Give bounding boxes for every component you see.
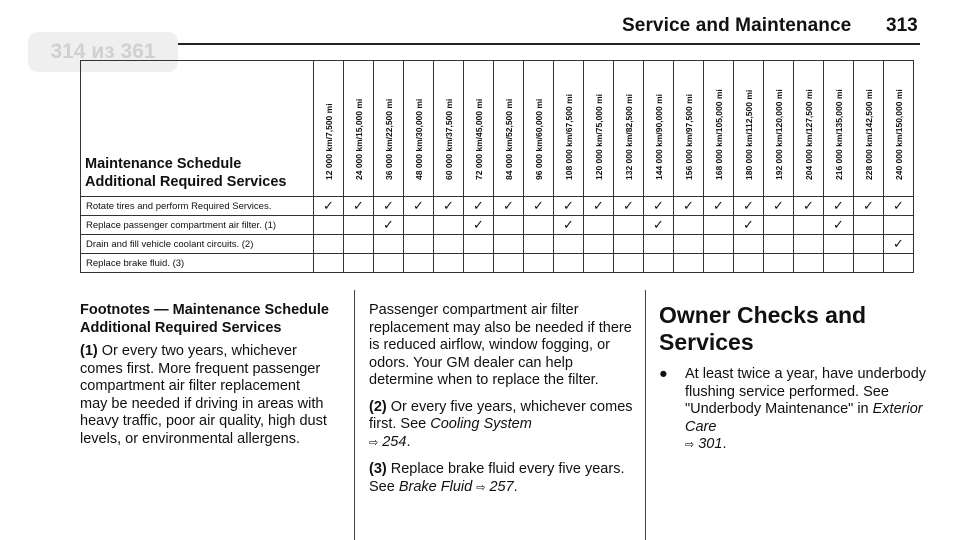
table-row	[81, 235, 914, 254]
interval-header	[374, 61, 404, 197]
footnotes-column-2	[369, 302, 634, 506]
interval-label: 240 000 km/150,000 mi	[893, 89, 904, 180]
footnote-text: Replace brake fluid every five years. See	[369, 461, 625, 495]
empty-cell	[374, 235, 404, 254]
empty-cell	[584, 216, 614, 235]
punctuation: .	[406, 433, 411, 450]
interval-label: 48 000 km/30,000 mi	[413, 98, 424, 180]
page-number: 313	[886, 15, 918, 36]
column-divider	[645, 290, 646, 540]
empty-cell	[764, 235, 794, 254]
check-mark-icon: ✓	[524, 197, 554, 216]
footnotes-heading: Footnotes — Maintenance Schedule Additional Required Services	[80, 302, 329, 336]
interval-label: 192 000 km/120,000 mi	[773, 89, 784, 180]
empty-cell	[344, 254, 374, 273]
interval-header	[344, 61, 374, 197]
page-ref[interactable]: 301	[694, 436, 723, 452]
interval-header	[314, 61, 344, 197]
empty-cell	[884, 216, 914, 235]
empty-cell	[764, 254, 794, 273]
empty-cell	[584, 235, 614, 254]
interval-label: 144 000 km/90,000 mi	[653, 93, 664, 180]
empty-cell	[854, 235, 884, 254]
check-mark-icon: ✓	[734, 197, 764, 216]
check-mark-icon: ✓	[614, 197, 644, 216]
schedule-title: Maintenance Schedule Additional Required Services	[81, 61, 314, 197]
empty-cell	[344, 216, 374, 235]
page-counter-overlay: 314 из 361	[28, 32, 178, 72]
table-row	[81, 216, 914, 235]
check-mark-icon: ✓	[434, 197, 464, 216]
footnote-marker: (1)	[80, 343, 98, 359]
interval-label: 72 000 km/45,000 mi	[473, 98, 484, 180]
empty-cell	[794, 216, 824, 235]
check-mark-icon: ✓	[884, 235, 914, 254]
check-mark-icon: ✓	[734, 216, 764, 235]
empty-cell	[524, 216, 554, 235]
service-label: Replace brake fluid. (3)	[81, 254, 314, 273]
check-mark-icon: ✓	[644, 197, 674, 216]
empty-cell	[734, 235, 764, 254]
interval-label: 204 000 km/127,500 mi	[803, 89, 814, 180]
section-title: Service and Maintenance	[622, 15, 852, 36]
owner-check-text: At least twice a year, have underbody flushing service performed. See "Underbody Maintenance" in	[685, 366, 927, 417]
footnote-text: Or every two years, whichever comes first. More frequent passenger compartment air filter replacement may be needed if driving in areas with heavy traffic, poor air quality, high dust levels, or environmental allergens.	[80, 343, 327, 447]
check-mark-icon: ✓	[704, 197, 734, 216]
footnote-3	[369, 461, 634, 497]
empty-cell	[704, 216, 734, 235]
empty-cell	[794, 254, 824, 273]
empty-cell	[644, 254, 674, 273]
interval-header	[404, 61, 434, 197]
service-label: Replace passenger compartment air filter. (1)	[81, 216, 314, 235]
check-mark-icon: ✓	[854, 197, 884, 216]
empty-cell	[614, 235, 644, 254]
interval-header	[524, 61, 554, 197]
empty-cell	[404, 235, 434, 254]
empty-cell	[524, 254, 554, 273]
interval-header	[794, 61, 824, 197]
interval-label: 96 000 km/60,000 mi	[533, 98, 544, 180]
interval-label: 216 000 km/135,000 mi	[833, 89, 844, 180]
check-mark-icon: ✓	[644, 216, 674, 235]
empty-cell	[554, 235, 584, 254]
empty-cell	[704, 254, 734, 273]
check-mark-icon: ✓	[764, 197, 794, 216]
empty-cell	[824, 235, 854, 254]
interval-label: 168 000 km/105,000 mi	[713, 89, 724, 180]
interval-header	[554, 61, 584, 197]
empty-cell	[674, 254, 704, 273]
empty-cell	[884, 254, 914, 273]
check-mark-icon: ✓	[464, 216, 494, 235]
empty-cell	[434, 254, 464, 273]
empty-cell	[434, 216, 464, 235]
interval-header	[464, 61, 494, 197]
interval-header	[704, 61, 734, 197]
page-ref-arrow-icon: ⇨	[369, 436, 379, 449]
empty-cell	[374, 254, 404, 273]
empty-cell	[554, 254, 584, 273]
interval-header	[674, 61, 704, 197]
empty-cell	[404, 216, 434, 235]
owner-checks-column	[659, 302, 929, 455]
interval-label: 120 000 km/75,000 mi	[593, 93, 604, 180]
empty-cell	[674, 216, 704, 235]
interval-header	[734, 61, 764, 197]
bullet-icon: ●	[659, 366, 668, 382]
footnote-text: Or every five years, whichever comes first. See	[369, 398, 633, 432]
footnote-1	[80, 343, 330, 448]
interval-header	[854, 61, 884, 197]
check-mark-icon: ✓	[554, 197, 584, 216]
interval-label: 132 000 km/82,500 mi	[623, 93, 634, 180]
table-row	[81, 254, 914, 273]
empty-cell	[314, 216, 344, 235]
empty-cell	[524, 235, 554, 254]
service-label: Drain and fill vehicle coolant circuits. (2)	[81, 235, 314, 254]
brake-fluid-link[interactable]: Brake Fluid	[398, 478, 473, 495]
maintenance-schedule-table	[80, 60, 914, 273]
empty-cell	[794, 235, 824, 254]
interval-header	[764, 61, 794, 197]
empty-cell	[764, 216, 794, 235]
page-ref[interactable]: 254	[378, 433, 407, 450]
exterior-care-link[interactable]: Exterior Care	[685, 401, 923, 435]
interval-label: 36 000 km/22,500 mi	[383, 98, 394, 180]
check-mark-icon: ✓	[344, 197, 374, 216]
interval-header	[824, 61, 854, 197]
check-mark-icon: ✓	[884, 197, 914, 216]
interval-label: 156 000 km/97,500 mi	[683, 93, 694, 180]
check-mark-icon: ✓	[674, 197, 704, 216]
empty-cell	[854, 216, 884, 235]
check-mark-icon: ✓	[374, 216, 404, 235]
interval-header-row	[81, 61, 914, 197]
check-mark-icon: ✓	[374, 197, 404, 216]
empty-cell	[464, 235, 494, 254]
header-divider	[176, 43, 920, 45]
empty-cell	[614, 254, 644, 273]
check-mark-icon: ✓	[404, 197, 434, 216]
empty-cell	[854, 254, 884, 273]
service-label: Rotate tires and perform Required Services.	[81, 197, 314, 216]
empty-cell	[434, 235, 464, 254]
cooling-system-link[interactable]: Cooling System	[430, 416, 532, 432]
interval-label: 180 000 km/112,500 mi	[743, 89, 754, 180]
schedule-body	[81, 197, 914, 273]
interval-header	[644, 61, 674, 197]
footnote-marker: (2)	[369, 398, 387, 415]
empty-cell	[344, 235, 374, 254]
page-ref[interactable]: 257	[485, 478, 514, 495]
interval-label: 12 000 km/7,500 mi	[323, 103, 334, 180]
footnote-2	[369, 399, 634, 453]
owner-checks-heading: Owner Checks and Services	[659, 302, 867, 355]
interval-label: 84 000 km/52,500 mi	[503, 98, 514, 180]
page-ref-arrow-icon: ⇨	[476, 481, 486, 494]
empty-cell	[674, 235, 704, 254]
table-row	[81, 197, 914, 216]
check-mark-icon: ✓	[314, 197, 344, 216]
check-mark-icon: ✓	[494, 197, 524, 216]
empty-cell	[404, 254, 434, 273]
empty-cell	[464, 254, 494, 273]
footnotes-column	[80, 302, 330, 457]
owner-check-item	[659, 366, 929, 455]
interval-header	[434, 61, 464, 197]
interval-label: 108 000 km/67,500 mi	[563, 93, 574, 180]
check-mark-icon: ✓	[554, 216, 584, 235]
footnote-1-continued: Passenger compartment air filter replacement may also be needed if there is reduced airflow, window fogging, or odors. Your GM dealer can help determine when to replace the filter.	[369, 302, 632, 388]
empty-cell	[314, 235, 344, 254]
empty-cell	[824, 254, 854, 273]
check-mark-icon: ✓	[824, 197, 854, 216]
interval-label: 60 000 km/37,500 mi	[443, 98, 454, 180]
footnote-marker: (3)	[369, 461, 387, 477]
empty-cell	[494, 235, 524, 254]
interval-header	[884, 61, 914, 197]
empty-cell	[314, 254, 344, 273]
interval-header	[494, 61, 524, 197]
page-ref-arrow-icon: ⇨	[685, 439, 695, 451]
empty-cell	[494, 216, 524, 235]
check-mark-icon: ✓	[824, 216, 854, 235]
empty-cell	[734, 254, 764, 273]
check-mark-icon: ✓	[464, 197, 494, 216]
empty-cell	[584, 254, 614, 273]
interval-label: 228 000 km/142,500 mi	[863, 89, 874, 180]
check-mark-icon: ✓	[794, 197, 824, 216]
interval-label: 24 000 km/15,000 mi	[353, 98, 364, 180]
interval-header	[614, 61, 644, 197]
empty-cell	[704, 235, 734, 254]
empty-cell	[614, 216, 644, 235]
interval-header	[584, 61, 614, 197]
empty-cell	[494, 254, 524, 273]
punctuation: .	[513, 478, 518, 495]
column-divider	[354, 290, 355, 540]
punctuation: .	[722, 436, 727, 452]
check-mark-icon: ✓	[584, 197, 614, 216]
empty-cell	[644, 235, 674, 254]
